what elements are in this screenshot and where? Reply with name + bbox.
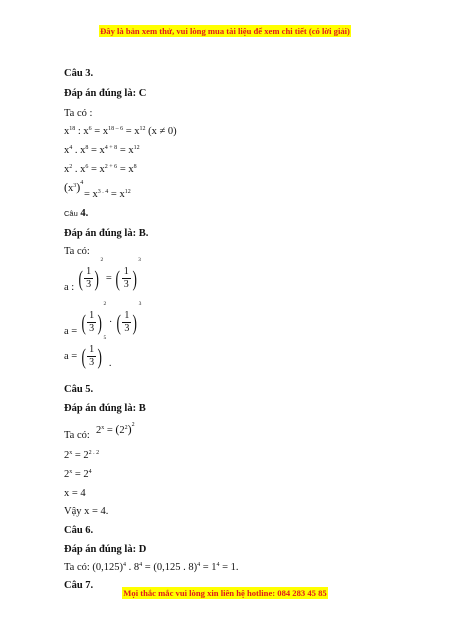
preview-notice-banner [0, 26, 450, 36]
q4-answer: Đáp án đúng là: B. [64, 228, 149, 239]
q5-intro: Ta có: [64, 430, 90, 441]
q5-conclusion: Vậy x = 4. [64, 506, 109, 517]
q5-answer: Đáp án đúng là: B [64, 403, 146, 414]
q7-title: Câu 7. [64, 580, 94, 591]
q3-title: Câu 3. [64, 68, 94, 79]
q3-intro: Ta có : [64, 108, 93, 119]
q3-line-3: $x^2$ . $x^6 = x^{2 + 6} = x^8$ [64, 164, 137, 175]
q5-line-2: $2^x = 2^{2 . 2}$ [64, 450, 100, 461]
q3-line-2: $x^4$ . $x^8 = x^{4 + 8} = x^{12}$ [64, 145, 140, 156]
q3-line-4: $(x^3)^4$ [64, 180, 84, 194]
q6-answer: Đáp án đúng là: D [64, 544, 147, 555]
q4-intro: Ta có: [64, 246, 90, 257]
q3-line-4-result: = $x^{3 . 4} = x^{12}$ [84, 189, 131, 200]
q5-line-4: x = 4 [64, 488, 86, 499]
q5-equation: $2^x = (2^2)^2$ [96, 422, 135, 436]
q5-title: Câu 5. [64, 384, 94, 395]
q4-equation-2: a = ( $\frac{1}{3}$ )2 · ( $\frac{1}{3}$ )3 [64, 301, 142, 337]
q3-line-1: $x^{18}$ : $x^6 = x^{18 - 6} = x^{12}$ (x ≠ 0) [64, 126, 177, 137]
q4-equation-1: a : ( $\frac{1}{3}$ )2 = ( $\frac{1}{3}$ )3 [64, 257, 141, 293]
q3-answer: Đáp án đúng là: C [64, 88, 147, 99]
q4-equation-3: a = ( $\frac{1}{3}$ )5 . [64, 335, 112, 369]
preview-notice-text: Đây là bản xem thử, vui lòng mua tài liệu để xem chi tiết (có lời giải) [100, 26, 350, 36]
q6-title: Câu 6. [64, 525, 94, 536]
q6-line: Ta có: $(0,125)^4$ . $8^4 = (0,125$ . $8)^4 = 1^4 = 1$. [64, 562, 239, 573]
q4-title: Câu 4. [64, 208, 89, 219]
hotline-text: Mọi thắc mắc vui lòng xin liên hệ hotline: 084 283 45 85 [123, 588, 327, 598]
hotline-footer-banner [0, 588, 450, 598]
q5-line-3: $2^x = 2^4$ [64, 469, 92, 480]
